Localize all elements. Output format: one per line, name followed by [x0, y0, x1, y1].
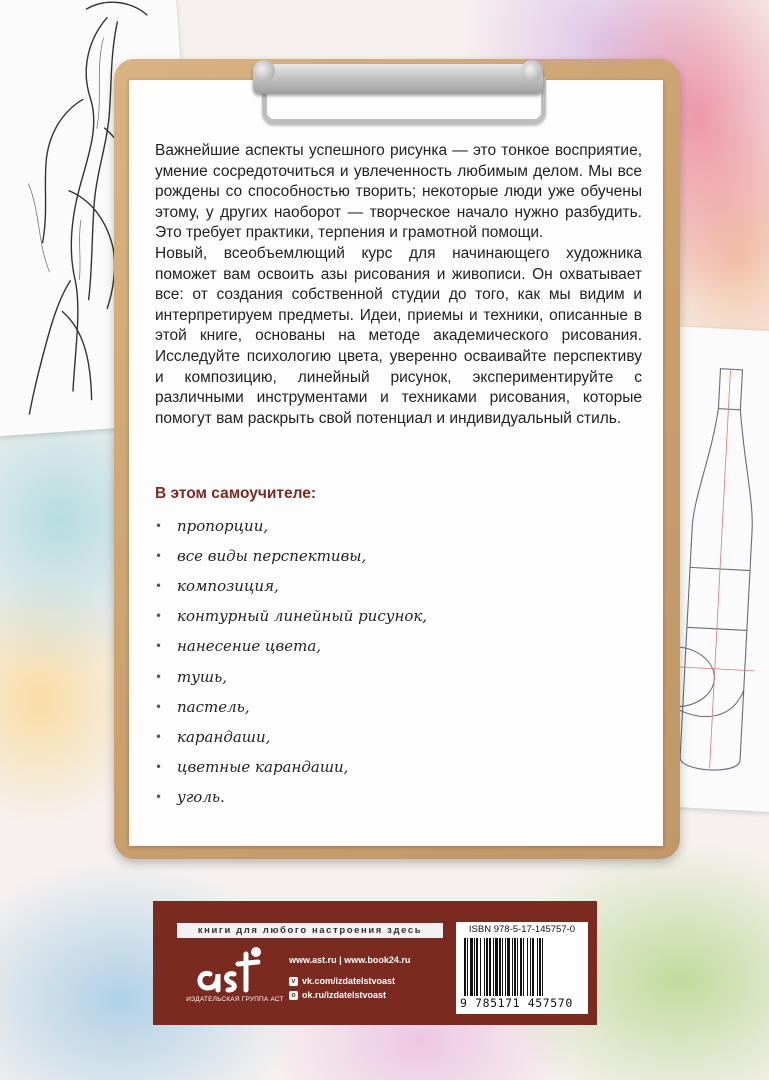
barcode-bar	[520, 938, 522, 996]
list-item-text: пропорции,	[177, 517, 269, 536]
bullet-icon: •	[155, 579, 163, 594]
bullet-icon: •	[155, 639, 163, 654]
description-text	[155, 141, 642, 429]
description-paragraph-2: Новый, всеобъемлющий курс для начинающего художника поможет вам освоить азы рисования и живописи. Он охватывает все: от создания собственной студии до того, как мы видим и интерпретируем предметы. Идеи, приемы и техники, описанные в этой книге, основаны на методе академического рисования. Исследуйте психологию цвета, уверенно осваивайте перспективу и композицию, линейный рисунок, экспериментируйте с различными инструментами и техниками рисования, которые помогут вам раскрыть свой потенциал и индивидуальный стиль.	[155, 244, 642, 427]
list-item-text: уголь.	[177, 787, 225, 806]
barcode-bar	[470, 938, 473, 996]
vk-link[interactable]	[289, 974, 410, 988]
description-paragraph-1: Важнейшие аспекты успешного рисунка — это тонкое восприятие, умение сосредоточиться и увлеченность любимым делом. Мы все рождены со способностью творить; некоторые люди уже обучены этому, у других наоборот — творческое начало нужно разбудить. Это требует практики, терпения и грамотной помощи.	[155, 142, 642, 242]
barcode-bar	[505, 938, 506, 996]
barcode-bar	[480, 938, 481, 996]
barcode-bar	[527, 938, 528, 996]
barcode-bar	[495, 938, 498, 996]
barcode-bar	[530, 938, 531, 996]
barcode-bar	[517, 938, 518, 996]
vk-icon: v	[289, 977, 298, 986]
barcode-bar	[512, 938, 513, 996]
barcode-bar	[542, 938, 543, 996]
bullet-icon: •	[155, 609, 163, 624]
barcode-bar	[502, 938, 503, 996]
barcode-bar	[486, 938, 488, 996]
bullet-icon: •	[155, 789, 163, 804]
list-item-text: контурный линейный рисунок,	[177, 607, 428, 626]
barcode-bar	[493, 938, 494, 996]
clip-hinge-right	[521, 60, 543, 82]
bullet-icon: •	[155, 729, 163, 744]
barcode-bar	[476, 938, 478, 996]
list-item	[155, 661, 427, 691]
list-item	[155, 752, 427, 782]
list-item	[155, 541, 427, 571]
list-item	[155, 571, 427, 601]
publisher-name: ИЗДАТЕЛЬСКАЯ ГРУППА АСТ	[186, 996, 284, 1003]
list-item	[155, 692, 427, 722]
vk-link-text[interactable]: vk.com/izdatelstvoast	[302, 976, 396, 986]
barcode-bar	[499, 938, 501, 996]
barcode-bar	[489, 938, 491, 996]
list-item	[155, 601, 427, 631]
ean-number: 9 785171 457570	[460, 996, 573, 1010]
barcode-bar	[539, 938, 541, 996]
barcode-bar	[532, 938, 534, 996]
list-item-text: цветные карандаши,	[177, 757, 349, 776]
barcode	[464, 938, 580, 996]
clip-hinge-left	[253, 60, 275, 82]
list-item	[155, 511, 427, 541]
list-item-text: композиция,	[177, 577, 279, 596]
list-item	[155, 782, 427, 812]
publisher-links	[289, 953, 410, 1002]
barcode-bar	[514, 938, 516, 996]
feature-list	[155, 511, 427, 812]
barcode-bar	[523, 938, 524, 996]
list-item	[155, 722, 427, 752]
list-item-text: все виды перспективы,	[177, 547, 367, 566]
clipboard-clip	[253, 64, 543, 94]
barcode-bar	[467, 938, 468, 996]
barcode-bar	[464, 938, 466, 996]
slogan-banner: книги для любого настроения здесь	[177, 923, 443, 938]
list-title: В этом самоучителе:	[155, 485, 317, 502]
barcode-bar	[484, 938, 485, 996]
isbn-number: ISBN 978-5-17-145757-0	[468, 924, 576, 935]
list-item-text: пастель,	[177, 697, 250, 716]
barcode-bar	[474, 938, 475, 996]
bullet-icon: •	[155, 669, 163, 684]
bullet-icon: •	[155, 759, 163, 774]
list-item-text: тушь,	[177, 667, 228, 686]
ok-link[interactable]	[289, 988, 410, 1002]
ok-icon: o	[289, 991, 298, 1000]
ok-link-text[interactable]: ok.ru/izdatelstvoast	[302, 990, 387, 1000]
ast-logo-icon	[190, 944, 268, 996]
list-item-text: нанесение цвета,	[177, 637, 322, 656]
list-item	[155, 631, 427, 661]
barcode-bar	[507, 938, 510, 996]
bullet-icon: •	[155, 519, 163, 534]
website-links[interactable]: www.ast.ru | www.book24.ru	[289, 955, 411, 965]
list-item-text: карандаши,	[177, 727, 271, 746]
bullet-icon: •	[155, 549, 163, 564]
barcode-box	[456, 922, 588, 1014]
bullet-icon: •	[155, 699, 163, 714]
barcode-bar	[537, 938, 538, 996]
